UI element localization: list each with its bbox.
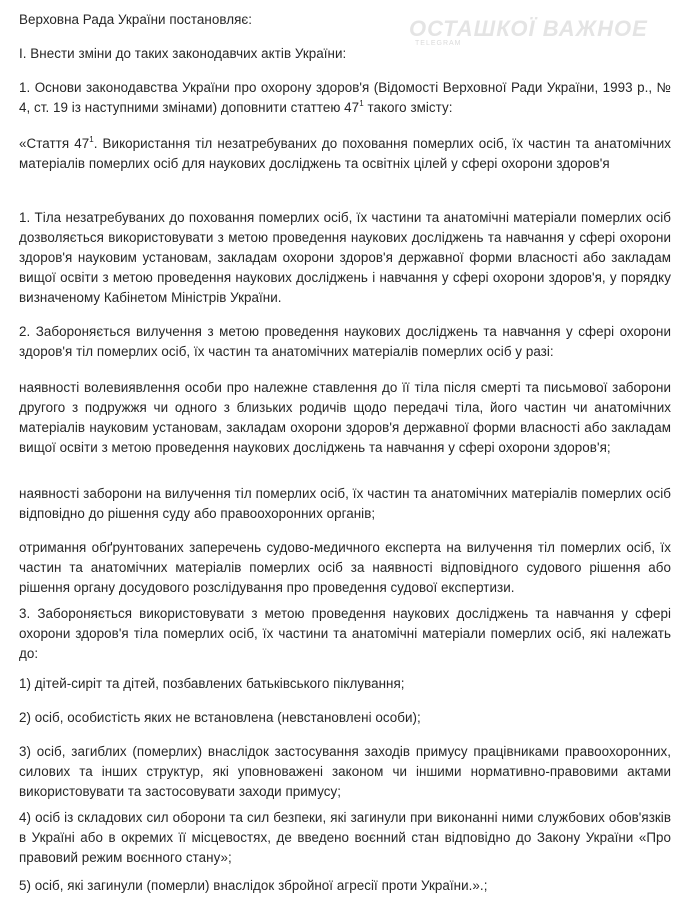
paragraph-3-item-4: 4) осіб із складових сил оборони та сил безпеки, які загинули при виконанні ними службових обов'язків в Україні або в окремих її місцевостях, де введено воєнний стан відповідно до Закону України «Про правовий режим воєнного стану»; (19, 810, 671, 865)
paragraph-3: 3. Забороняється використовувати з метою проведення наукових досліджень та навчання у сфері охорони здоров'я тіла померлих осіб, їх частини та анатомічні матеріали померлих осіб, які належать до: (19, 606, 671, 661)
article-title: «Стаття $47^1$. Використання тіл незатребуваних до поховання померлих осіб, їх частин та анатомічних матеріалів померлих осіб для наукових досліджень та освітніх цілей у сфері охорони здоров'я (19, 135, 671, 171)
watermark-subtitle: TELEGRAM (415, 40, 462, 47)
amendment-item-1: 1. Основи законодавства України про охорону здоров'я (Відомості Верховної Ради України, 1993 р., № 4, ст. 19 із наступними змінами) доповнити статтею $47^1$ такого змісту: (19, 80, 671, 115)
section-i-heading: I. Внести зміни до таких законодавчих актів України: (19, 46, 347, 61)
paragraph-2-clause-c: отримання обґрунтованих заперечень судово-медичного експерта на вилучення тіл померлих осіб, їх частин та анатомічних матеріалів померлих осіб за наявності відповідного судового рішення або рішення органу досудового розслідування про проведення судової експертизи. (19, 540, 671, 595)
paragraph-2-clause-b: наявності заборони на вилучення тіл померлих осіб, їх частин та анатомічних матеріалів померлих осіб відповідно до рішення суду або правоохоронних органів; (19, 486, 671, 521)
paragraph-3-item-2: 2) осіб, особистість яких не встановлена (невстановлені особи); (19, 710, 421, 725)
resolution-intro: Верховна Рада України постановляє: (19, 12, 253, 27)
paragraph-3-item-3: 3) осіб, загиблих (померлих) внаслідок застосування заходів примусу працівниками правоохоронних, силових та інших структур, які уповноважені законом чи іншими нормативно-правовими актами використовувати та застосовувати заходи примусу; (19, 744, 671, 799)
paragraph-3-item-1: 1) дітей-сиріт та дітей, позбавлених батьківського піклування; (19, 676, 405, 691)
paragraph-1: 1. Тіла незатребуваних до поховання померлих осіб, їх частини та анатомічні матеріали померлих осіб дозволяється використовувати з метою проведення наукових досліджень та навчання у сфері охорони здоров'я науковим установам, закладам охорони здоров'я державної форми власності або закладам вищої освіти з метою проведення наукових досліджень і навчання у сфері охорони здоров'я, у порядку визначеному Кабінетом Міністрів України. (19, 210, 671, 305)
paragraph-2: 2. Забороняється вилучення з метою проведення наукових досліджень та навчання у сфері охорони здоров'я тіл померлих осіб, їх частин та анатомічних матеріалів померлих осіб у разі: (19, 324, 671, 359)
paragraph-2-clause-a: наявності волевиявлення особи про належне ставлення до її тіла після смерті та письмової заборони другого з подружжя чи одного з близьких родичів щодо передачі тіла, його частин чи анатомічних матеріалів науковим установам, закладам охорони здоров'я державної форми власності або закладам вищої освіти з метою проведення наукових досліджень та навчання у сфері охорони здоров'я; (19, 380, 671, 455)
paragraph-3-item-5: 5) осіб, які загинули (померли) внаслідок збройної агресії проти України.».; (19, 878, 488, 893)
watermark-title: ОСТАШКОЇ ВАЖНОЕ (409, 16, 648, 41)
